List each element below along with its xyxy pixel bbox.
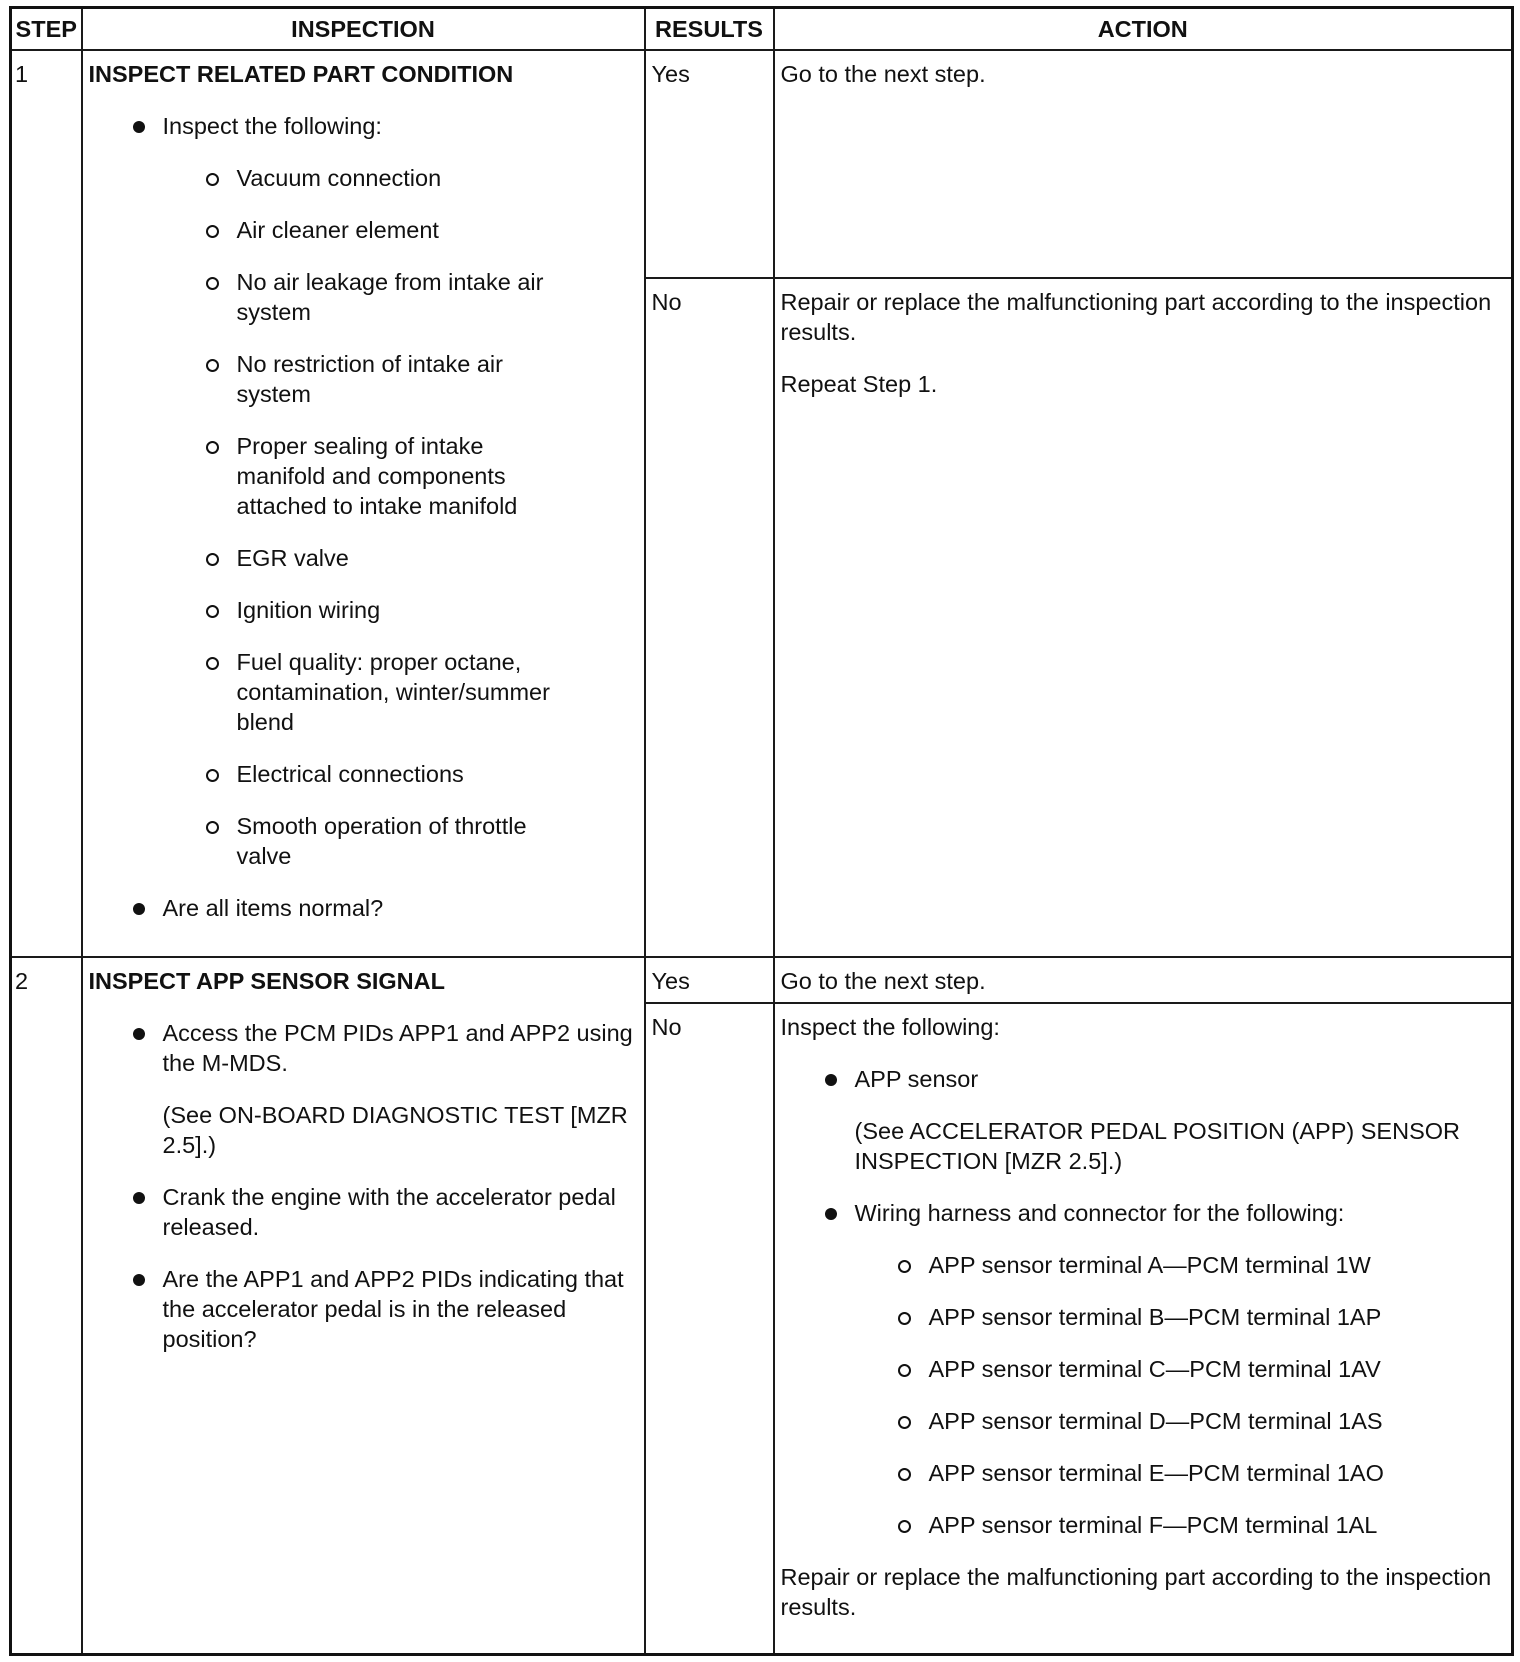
step2-row-yes bbox=[11, 957, 1513, 1003]
step2-no-bullet-wiring bbox=[855, 1198, 1506, 1540]
step2-bullet1-note: (See ON-BOARD DIAGNOSTIC TEST [MZR 2.5].) bbox=[162, 1101, 628, 1158]
list-item: Proper sealing of intake manifold and components attached to intake manifold bbox=[237, 431, 638, 521]
step2-no-result: No bbox=[645, 1003, 774, 1655]
step1-number: 1 bbox=[11, 50, 82, 957]
step2-no-action bbox=[774, 1003, 1513, 1655]
list-item: APP sensor terminal C—PCM terminal 1AV bbox=[929, 1354, 1506, 1384]
step1-bullet-inspect bbox=[163, 111, 638, 871]
step2-no-intro: Inspect the following: bbox=[780, 1013, 1000, 1040]
step2-bullet-access bbox=[163, 1018, 638, 1160]
list-item: APP sensor terminal E—PCM terminal 1AO bbox=[929, 1458, 1506, 1488]
step1-no-action2: Repeat Step 1. bbox=[780, 371, 938, 397]
step1-inspection bbox=[82, 50, 645, 957]
step2-no-bullet2-text: Wiring harness and connector for the following: bbox=[854, 1199, 1345, 1226]
step1-title: INSPECT RELATED PART CONDITION bbox=[88, 61, 514, 87]
list-item: Fuel quality: proper octane, contamination, winter/summer blend bbox=[237, 647, 638, 737]
step1-no-result: No bbox=[645, 278, 774, 957]
list-item: Air cleaner element bbox=[237, 215, 638, 245]
list-item: Electrical connections bbox=[237, 759, 638, 789]
step2-title: INSPECT APP SENSOR SIGNAL bbox=[88, 967, 445, 994]
step2-no-bullet-app-sensor bbox=[855, 1064, 1506, 1176]
step2-bullet-crank: Crank the engine with the accelerator pedal released. bbox=[163, 1182, 638, 1242]
step2-bullet1-text: Access the PCM PIDs APP1 and APP2 using the M-MDS. bbox=[162, 1019, 633, 1076]
step1-yes-action: Go to the next step. bbox=[774, 50, 1513, 278]
header-results: RESULTS bbox=[645, 8, 774, 51]
list-item: No air leakage from intake air system bbox=[237, 267, 638, 327]
list-item: EGR valve bbox=[237, 543, 638, 573]
list-item: APP sensor terminal D—PCM terminal 1AS bbox=[929, 1406, 1506, 1436]
step1-bullet1-text: Inspect the following: bbox=[162, 113, 382, 139]
step1-bullet-list bbox=[89, 111, 638, 923]
step1-row-yes bbox=[11, 50, 1513, 278]
step2-yes-result: Yes bbox=[645, 957, 774, 1003]
list-item: APP sensor terminal B—PCM terminal 1AP bbox=[929, 1302, 1506, 1332]
step2-inspection bbox=[82, 957, 645, 1655]
list-item: No restriction of intake air system bbox=[237, 349, 638, 409]
header-inspection: INSPECTION bbox=[82, 8, 645, 51]
header-step: STEP bbox=[11, 8, 82, 51]
step2-no-bullet-list bbox=[781, 1064, 1506, 1540]
step1-no-action bbox=[774, 278, 1513, 957]
step1-no-action1: Repair or replace the malfunctioning part according to the inspection results. bbox=[780, 289, 1492, 345]
header-row bbox=[11, 8, 1513, 51]
diagnostic-table bbox=[9, 6, 1514, 1656]
step2-bullet-list bbox=[89, 1018, 638, 1354]
step2-no-bullet1-text: APP sensor bbox=[854, 1065, 979, 1092]
step2-number: 2 bbox=[11, 957, 82, 1655]
step1-yes-result: Yes bbox=[645, 50, 774, 278]
list-item: Vacuum connection bbox=[237, 163, 638, 193]
step2-yes-action: Go to the next step. bbox=[774, 957, 1513, 1003]
step1-bullet-question: Are all items normal? bbox=[163, 893, 638, 923]
list-item: APP sensor terminal F—PCM terminal 1AL bbox=[929, 1510, 1506, 1540]
list-item: APP sensor terminal A—PCM terminal 1W bbox=[929, 1250, 1506, 1280]
step2-terminal-list bbox=[855, 1250, 1506, 1540]
list-item: Smooth operation of throttle valve bbox=[237, 811, 638, 871]
list-item: Ignition wiring bbox=[237, 595, 638, 625]
step2-no-bullet1-note: (See ACCELERATOR PEDAL POSITION (APP) SENSOR INSPECTION [MZR 2.5].) bbox=[854, 1117, 1461, 1174]
step1-item-list bbox=[163, 163, 638, 871]
header-action: ACTION bbox=[774, 8, 1513, 51]
step2-no-closing: Repair or replace the malfunctioning part according to the inspection results. bbox=[780, 1563, 1492, 1620]
step2-bullet-question: Are the APP1 and APP2 PIDs indicating that the accelerator pedal is in the released position? bbox=[163, 1264, 638, 1354]
